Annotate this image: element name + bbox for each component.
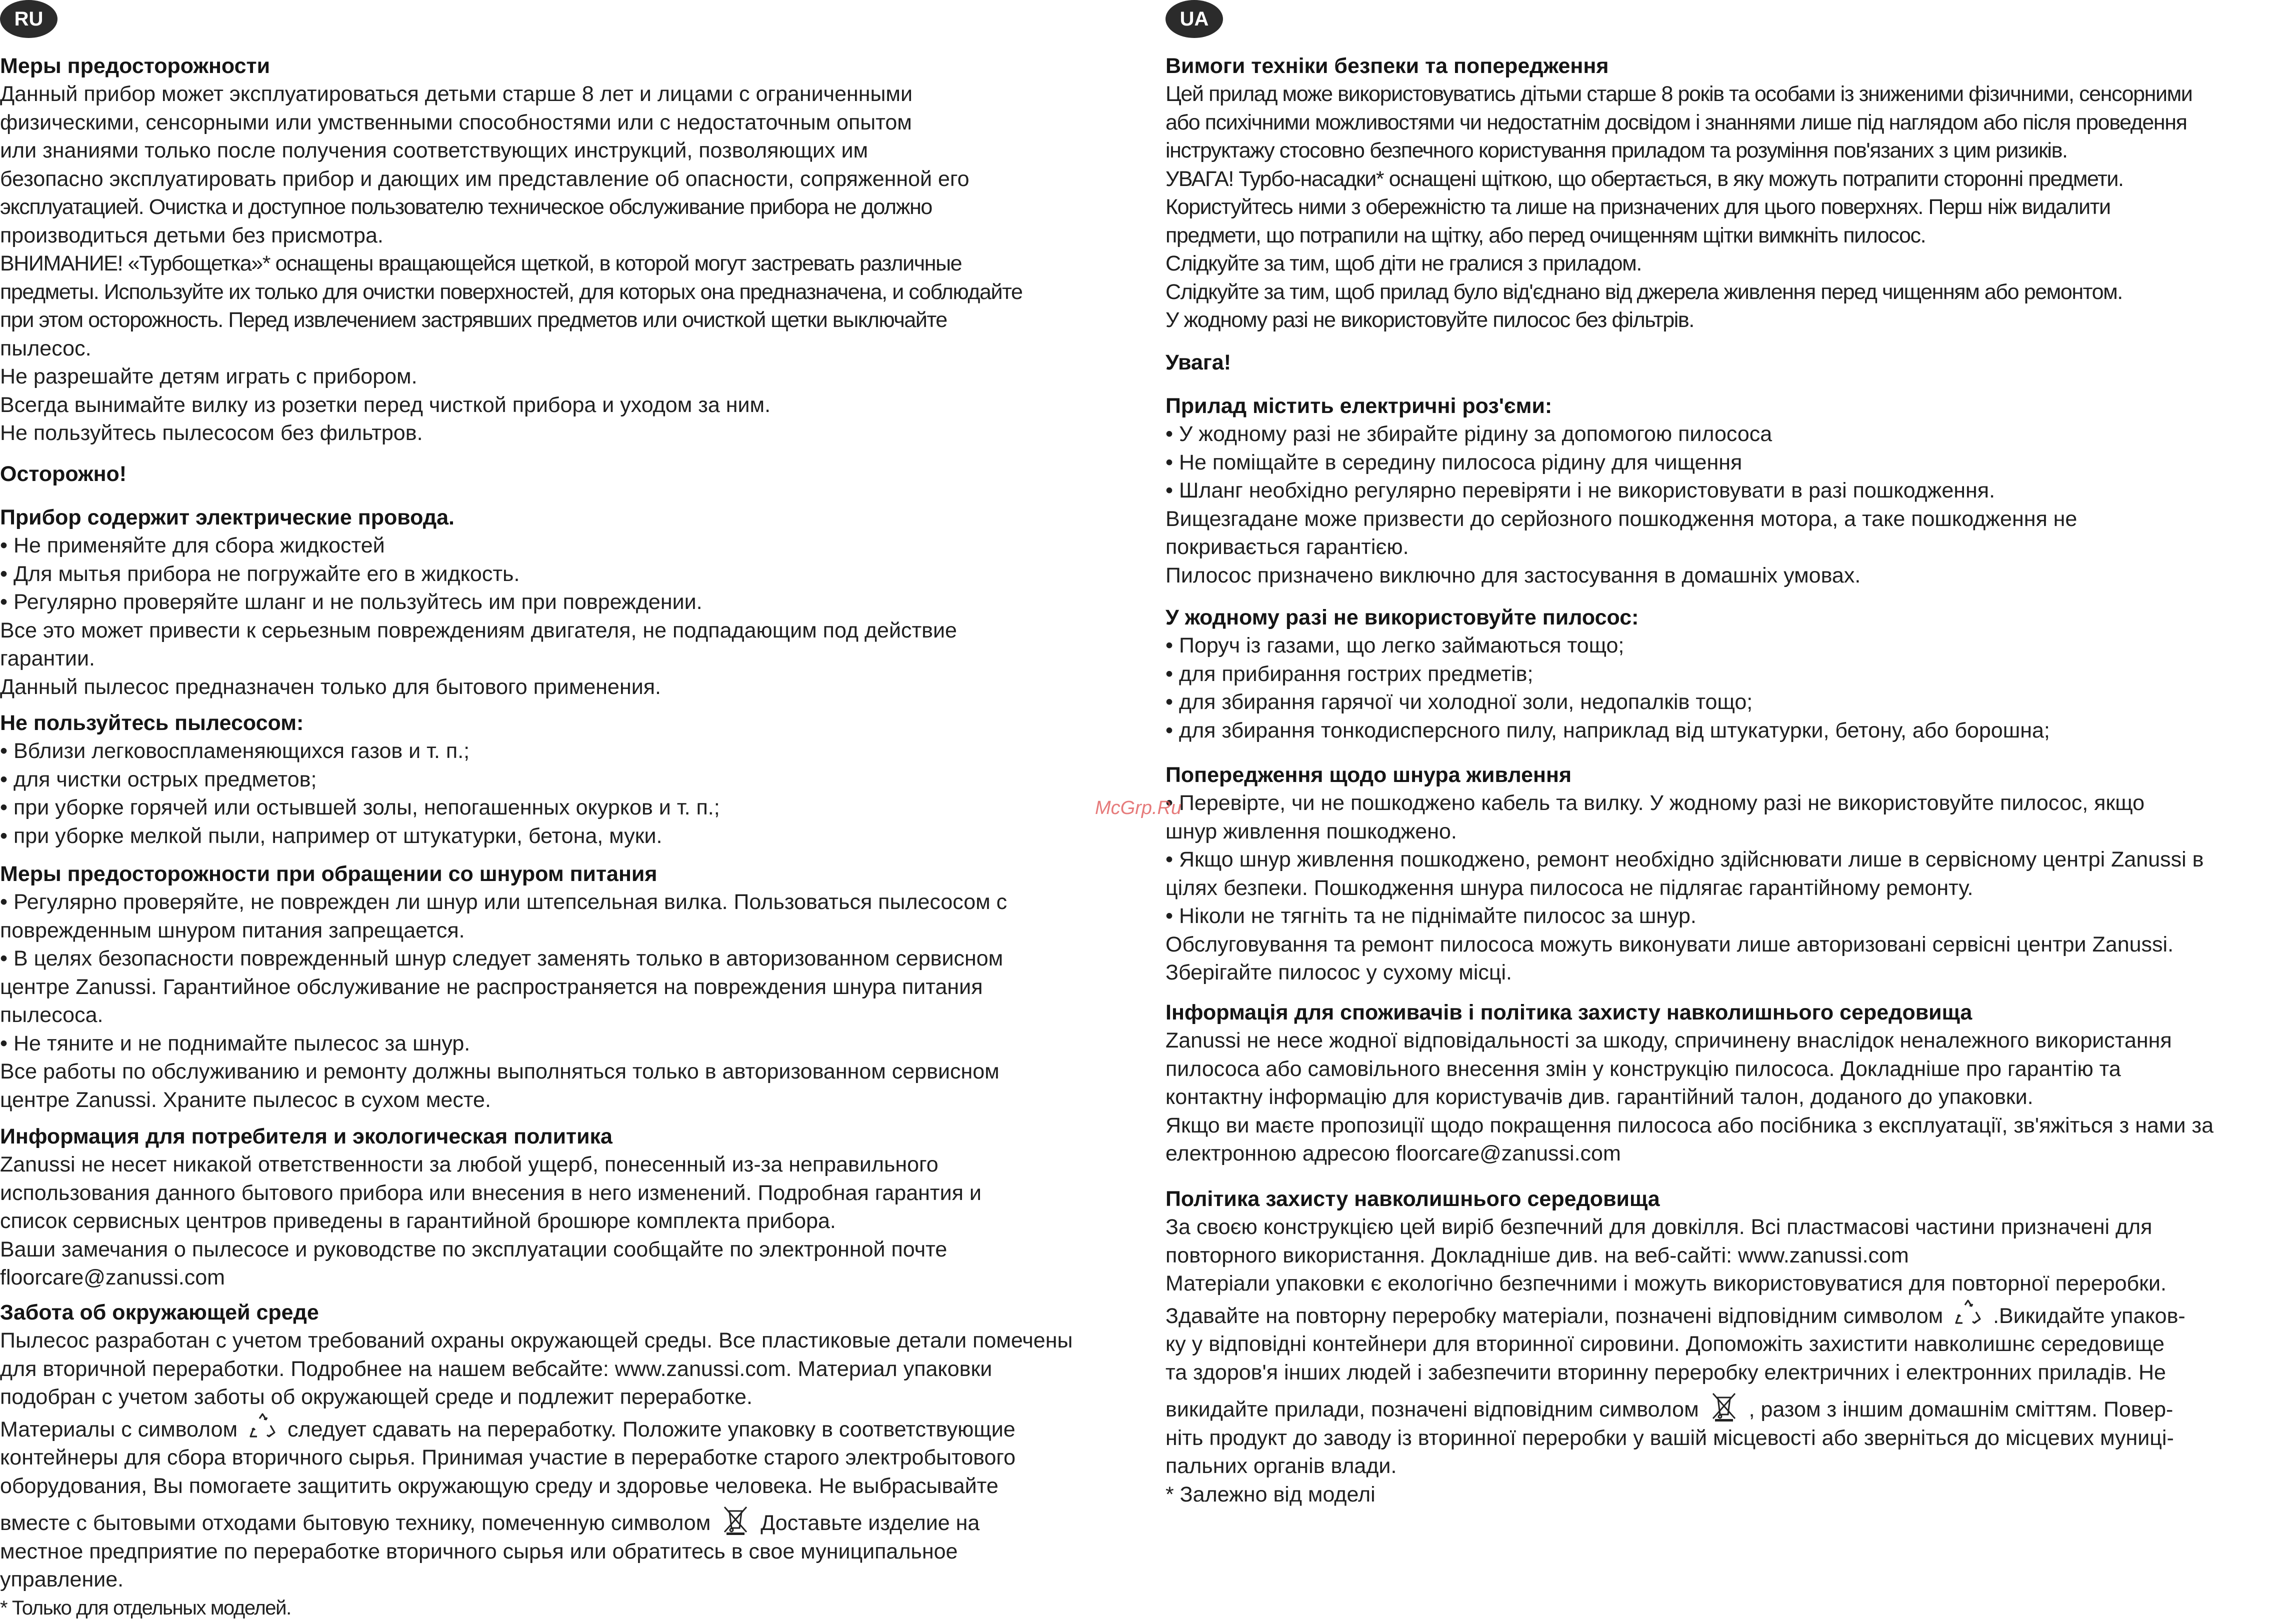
text-line: использования данного бытового прибора или внесения в него изменений. Подробная гарантия и bbox=[0, 1179, 1145, 1208]
text-line: • Для мытья прибора не погружайте его в жидкость. bbox=[0, 560, 1145, 588]
section-title: Інформація для споживачів і політика захисту навколишнього середовища bbox=[1166, 998, 2296, 1026]
weee-text-post: Доставьте изделие на bbox=[760, 1511, 980, 1535]
ua-section-consumer-info bbox=[1166, 998, 2296, 1168]
footnote: * Только для отдельных моделей. bbox=[0, 1594, 1145, 1622]
text-line: Пылесос разработан с учетом требований охраны окружающей среды. Все пластиковые детали помечены bbox=[0, 1326, 1145, 1355]
section-body bbox=[1166, 1026, 2296, 1168]
recycle-line bbox=[1166, 1298, 2296, 1330]
section-body-end bbox=[0, 1538, 1145, 1594]
text-line: • Шланг необхідно регулярно перевіряти і не використовувати в разі пошкодження. bbox=[1166, 476, 2296, 505]
section-title: Осторожно! bbox=[0, 460, 1145, 488]
text-line: производиться детьми без присмотра. bbox=[0, 222, 1145, 250]
text-line: Данный пылесос предназначен только для бытового применения. bbox=[0, 673, 1145, 702]
section-title: Політика захисту навколишнього середовища bbox=[1166, 1185, 2296, 1213]
text-line: Ваши замечания о пылесосе и руководстве по эксплуатации сообщайте по электронной почте bbox=[0, 1236, 1145, 1264]
text-line: Якщо ви маєте пропозиції щодо покращення пилососа або посібника з експлуатації, зв'яжіться з нами за bbox=[1166, 1112, 2296, 1140]
text-line: • для чистки острых предметов; bbox=[0, 766, 1145, 794]
recycle-text-pre: Здавайте на повторну переробку матеріали, позначені відповідним символом bbox=[1166, 1304, 1943, 1328]
text-line: безопасно эксплуатировать прибор и дающих им представление об опасности, сопряженной его bbox=[0, 165, 1145, 194]
ru-section-power-cord bbox=[0, 860, 1145, 1114]
text-line: пылесос. bbox=[0, 334, 1145, 363]
section-title: Меры предосторожности при обращении со шнуром питания bbox=[0, 860, 1145, 888]
section-title: Увага! bbox=[1166, 348, 2296, 376]
section-body-cont bbox=[1166, 1330, 2296, 1386]
section-body bbox=[1166, 80, 2296, 334]
section-body bbox=[1166, 789, 2296, 987]
text-line: подобран с учетом заботы об окружающей среде и подлежит переработке. bbox=[0, 1383, 1145, 1412]
text-line: оборудования, Вы помогаете защитить окружающую среду и здоровье человека. Не выбрасывайте bbox=[0, 1472, 1145, 1500]
text-line: Слідкуйте за тим, щоб прилад було від'єднано від джерела живлення перед чищенням або ремонтом. bbox=[1166, 278, 2296, 306]
ru-section-environment bbox=[0, 1298, 1145, 1622]
text-line: пальних органів влади. bbox=[1166, 1452, 2296, 1480]
text-line: Не пользуйтесь пылесосом без фильтров. bbox=[0, 419, 1145, 448]
ua-section-attention bbox=[1166, 348, 2296, 376]
ru-section-precautions bbox=[0, 52, 1145, 448]
text-line: пылесоса. bbox=[0, 1001, 1145, 1030]
text-line: цілях безпеки. Пошкодження шнура пилососа не підлягає гарантійному ремонту. bbox=[1166, 874, 2296, 902]
text-line: местное предприятие по переработке вторичного сырья или обратитесь в свое муниципальное bbox=[0, 1538, 1145, 1566]
text-line: Матеріали упаковки є екологічно безпечними і можуть використовуватися для повторної переробки. bbox=[1166, 1270, 2296, 1298]
section-body bbox=[1166, 1213, 2296, 1298]
text-line: контейнеры для сбора вторичного сырья. Принимая участие в переработке старого электробытового bbox=[0, 1444, 1145, 1472]
text-line: • при уборке мелкой пыли, например от штукатурки, бетона, муки. bbox=[0, 822, 1145, 850]
text-line: Всегда вынимайте вилку из розетки перед чисткой прибора и уходом за ним. bbox=[0, 391, 1145, 420]
text-line: За своєю конструкцією цей виріб безпечний для довкілля. Всі пластмасові частини призначені для bbox=[1166, 1213, 2296, 1242]
footnote: * Залежно від моделі bbox=[1166, 1480, 2296, 1509]
section-body bbox=[0, 80, 1145, 448]
section-title: Забота об окружающей среде bbox=[0, 1298, 1145, 1326]
text-line: Не разрешайте детям играть с прибором. bbox=[0, 362, 1145, 391]
text-line: центре Zanussi. Гарантийное обслуживание не распространяется на повреждения шнура питания bbox=[0, 973, 1145, 1002]
text-line: Користуйтесь ними з обережністю та лише на призначених для цього поверхнях. Перш ніж видалити bbox=[1166, 193, 2296, 222]
text-line: • Якщо шнур живлення пошкоджено, ремонт необхідно здійснювати лише в сервісному центрі Zanussi в bbox=[1166, 846, 2296, 874]
text-line: • Вблизи легковоспламеняющихся газов и т. п.; bbox=[0, 737, 1145, 766]
text-line: • Поруч із газами, що легко займаються тощо; bbox=[1166, 632, 2296, 660]
section-title: Попередження щодо шнура живлення bbox=[1166, 761, 2296, 789]
text-line: ВНИМАНИЕ! «Турбощетка»* оснащены вращающейся щеткой, в которой могут застревать различные bbox=[0, 250, 1145, 278]
ru-section-do-not-use bbox=[0, 709, 1145, 850]
text-line: floorcare@zanussi.com bbox=[0, 1264, 1145, 1292]
recycle-icon bbox=[248, 1412, 278, 1442]
recycle-line bbox=[0, 1412, 1145, 1444]
text-line: эксплуатацией. Очистка и доступное пользователю техническое обслуживание прибора не должно bbox=[0, 193, 1145, 222]
recycle-text-post: следует сдавать на переработку. Положите упаковку в соответствующие bbox=[288, 1418, 1016, 1442]
text-line: предметы. Используйте их только для очистки поверхностей, для которых она предназначена, и соблюдайте bbox=[0, 278, 1145, 306]
text-line: повторного використання. Докладніше див. на веб-сайті: www.zanussi.com bbox=[1166, 1242, 2296, 1270]
text-line: Вищезгадане може призвести до серйозного пошкодження мотора, а таке пошкодження не bbox=[1166, 505, 2296, 534]
section-body bbox=[0, 888, 1145, 1114]
ru-section-caution bbox=[0, 460, 1145, 488]
text-line: или знаниями только после получения соответствующих инструкций, позволяющих им bbox=[0, 136, 1145, 165]
text-line: Цей прилад може використовуватись дітьми старше 8 років та особами із зниженими фізичними, сенсорними bbox=[1166, 80, 2296, 108]
weee-text-post: , разом з іншим домашнім сміттям. Повер- bbox=[1749, 1398, 2174, 1422]
language-badge-ua: UA bbox=[1166, 0, 1223, 38]
text-line: центре Zanussi. Храните пылесос в сухом месте. bbox=[0, 1086, 1145, 1114]
text-line: УВАГА! Турбо-насадки* оснащені щіткою, що обертається, в яку можуть потрапити сторонні предмети. bbox=[1166, 165, 2296, 194]
ua-section-power-cord bbox=[1166, 761, 2296, 987]
text-line: • Перевірте, чи не пошкоджено кабель та вилку. У жодному разі не використовуйте пилосос, якщо bbox=[1166, 789, 2296, 818]
text-line: контактну інформацію для користувачів див. гарантійний талон, доданого до упаковки. bbox=[1166, 1083, 2296, 1112]
section-body bbox=[0, 1150, 1145, 1292]
section-title: Информация для потребителя и экологическая политика bbox=[0, 1122, 1145, 1150]
text-line: • для збирання тонкодисперсного пилу, наприклад від штукатурки, бетону, або борошна; bbox=[1166, 716, 2296, 745]
text-line: ку у відповідні контейнери для вторинної сировини. Допоможіть захистити навколишнє середовище bbox=[1166, 1330, 2296, 1358]
section-body bbox=[1166, 632, 2296, 744]
text-line: та здоров'я інших людей і забезпечити вторинну переробку електричних і електронних приладів. Не bbox=[1166, 1358, 2296, 1387]
text-line: Обслуговування та ремонт пилососа можуть виконувати лише авторизовані сервісні центри Zanussi. bbox=[1166, 930, 2296, 959]
section-title: У жодному разі не використовуйте пилосос: bbox=[1166, 604, 2296, 632]
section-title: Прилад містить електричні роз'єми: bbox=[1166, 392, 2296, 420]
section-title: Прибор содержит электрические провода. bbox=[0, 504, 1145, 532]
weee-text-pre: викидайте прилади, позначені відповідним символом bbox=[1166, 1398, 1699, 1422]
crossed-bin-icon bbox=[1709, 1392, 1739, 1422]
section-body bbox=[1166, 420, 2296, 590]
text-line: физическими, сенсорными или умственными способностями или с недостаточным опытом bbox=[0, 108, 1145, 137]
text-line: • У жодному разі не збирайте рідину за допомогою пилососа bbox=[1166, 420, 2296, 448]
text-line: • Не поміщайте в середину пилососа рідину для чищення bbox=[1166, 448, 2296, 477]
recycle-text-pre: Материалы с символом bbox=[0, 1418, 238, 1442]
section-title: Вимоги техніки безпеки та попередження bbox=[1166, 52, 2296, 80]
text-line: для вторичной переработки. Подробнее на нашем вебсайте: www.zanussi.com. Материал упаковки bbox=[0, 1355, 1145, 1384]
text-line: • Не применяйте для сбора жидкостей bbox=[0, 532, 1145, 560]
text-line: поврежденным шнуром питания запрещается. bbox=[0, 916, 1145, 945]
text-line: або психічними можливостями чи недостатнім досвідом і знаннями лише під наглядом або після проведення bbox=[1166, 108, 2296, 137]
section-body bbox=[0, 737, 1145, 850]
watermark: McGrp.Ru bbox=[1095, 798, 1182, 819]
text-line: • для збирання гарячої чи холодної золи, недопалків тощо; bbox=[1166, 688, 2296, 716]
ua-section-electrical bbox=[1166, 392, 2296, 590]
text-line: Zanussi не несе жодної відповідальності за шкоду, спричинену внаслідок неналежного використання bbox=[1166, 1026, 2296, 1055]
text-line: Данный прибор может эксплуатироваться детьми старше 8 лет и лицами с ограниченными bbox=[0, 80, 1145, 108]
text-line: • для прибирання гострих предметів; bbox=[1166, 660, 2296, 688]
ru-section-electrical bbox=[0, 504, 1145, 701]
text-line: • В целях безопасности поврежденный шнур следует заменять только в авторизованном сервисном bbox=[0, 944, 1145, 973]
text-line: Пилосос призначено виключно для застосування в домашніх умовах. bbox=[1166, 562, 2296, 590]
text-line: предмети, що потрапили на щітку, або перед очищенням щітки вимкніть пилосос. bbox=[1166, 222, 2296, 250]
text-line: Все это может привести к серьезным повреждениям двигателя, не подпадающим под действие bbox=[0, 616, 1145, 645]
text-line: пилососа або самовільного внесення змін у конструкцію пилососа. Докладніше про гарантію та bbox=[1166, 1055, 2296, 1084]
text-line: ніть продукт до заводу із вторинної переробки у вашій місцевості або зверніться до місцевих муниці- bbox=[1166, 1424, 2296, 1452]
text-line: • Регулярно проверяйте, не поврежден ли шнур или штепсельная вилка. Пользоваться пылесосом с bbox=[0, 888, 1145, 916]
ua-section-safety bbox=[1166, 52, 2296, 334]
section-title: Не пользуйтесь пылесосом: bbox=[0, 709, 1145, 737]
text-line: Zanussi не несет никакой ответственности за любой ущерб, понесенный из-за неправильного bbox=[0, 1150, 1145, 1179]
ua-section-environment bbox=[1166, 1185, 2296, 1508]
text-line: • Не тяните и не поднимайте пылесос за шнур. bbox=[0, 1030, 1145, 1058]
text-line: шнур живлення пошкоджено. bbox=[1166, 818, 2296, 846]
recycle-icon bbox=[1953, 1298, 1983, 1328]
section-body bbox=[0, 1326, 1145, 1412]
ru-section-consumer-info bbox=[0, 1122, 1145, 1292]
text-line: покривається гарантією. bbox=[1166, 533, 2296, 562]
text-line: список сервисных центров приведены в гарантийной брошюре комплекта прибора. bbox=[0, 1207, 1145, 1236]
language-badge-ru: RU bbox=[0, 0, 58, 38]
text-line: У жодному разі не використовуйте пилосос без фільтрів. bbox=[1166, 306, 2296, 334]
crossed-bin-icon bbox=[720, 1505, 750, 1535]
text-line: • при уборке горячей или остывшей золы, непогашенных окурков и т. п.; bbox=[0, 794, 1145, 822]
weee-line bbox=[0, 1505, 1145, 1538]
weee-text-pre: вместе с бытовыми отходами бытовую технику, помеченную символом bbox=[0, 1511, 710, 1535]
text-line: електронною адресою floorcare@zanussi.com bbox=[1166, 1140, 2296, 1168]
section-body-end bbox=[1166, 1424, 2296, 1480]
section-body-cont bbox=[0, 1444, 1145, 1500]
section-title: Меры предосторожности bbox=[0, 52, 1145, 80]
ua-section-do-not-use bbox=[1166, 604, 2296, 744]
weee-line bbox=[1166, 1392, 2296, 1424]
text-line: • Ніколи не тягніть та не піднімайте пилосос за шнур. bbox=[1166, 902, 2296, 930]
recycle-text-post: .Викидайте упаков- bbox=[1993, 1304, 2186, 1328]
text-line: інструктажу стосовно безпечного користування приладом та розуміння пов'язаних з цим ризиків. bbox=[1166, 136, 2296, 165]
text-line: при этом осторожность. Перед извлечением застрявших предметов или очисткой щетки выключайте bbox=[0, 306, 1145, 334]
section-body bbox=[0, 532, 1145, 701]
text-line: управление. bbox=[0, 1566, 1145, 1594]
text-line: Все работы по обслуживанию и ремонту должны выполняться только в авторизованном сервисном bbox=[0, 1058, 1145, 1086]
text-line: • Регулярно проверяйте шланг и не пользуйтесь им при повреждении. bbox=[0, 588, 1145, 616]
text-line: гарантии. bbox=[0, 644, 1145, 673]
text-line: Слідкуйте за тим, щоб діти не гралися з приладом. bbox=[1166, 250, 2296, 278]
text-line: Зберігайте пилосос у сухому місці. bbox=[1166, 958, 2296, 987]
